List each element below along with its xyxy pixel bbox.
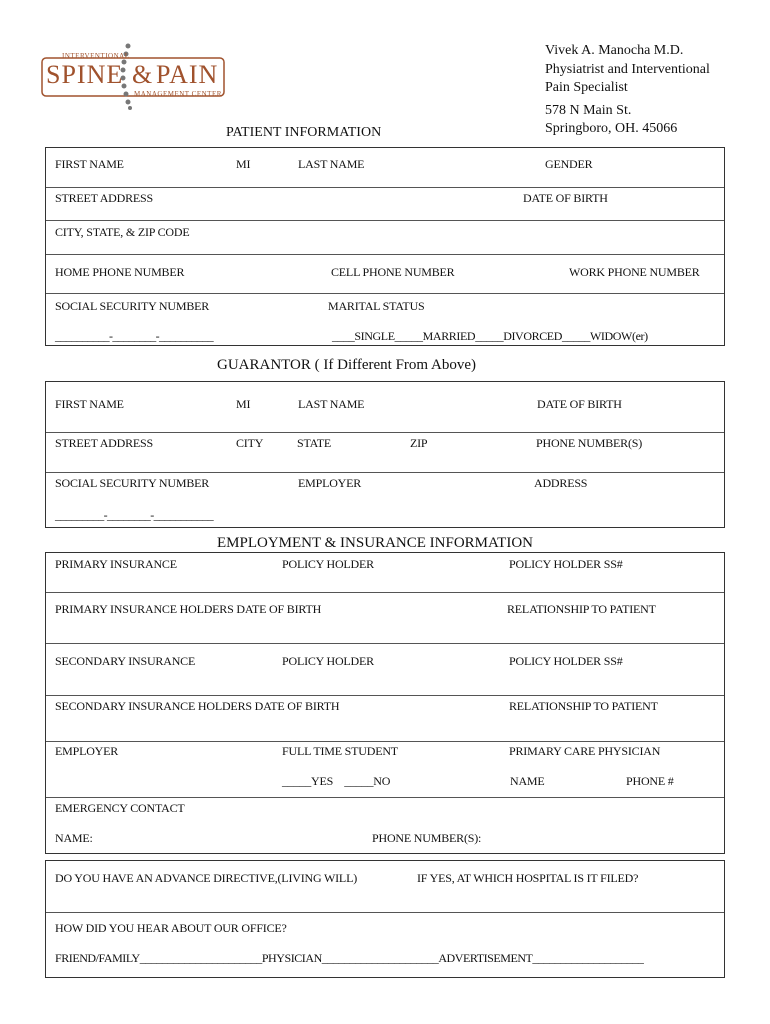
full-time-student-label: FULL TIME STUDENT [282, 744, 398, 758]
insurance-section-title: EMPLOYMENT & INSURANCE INFORMATION [217, 535, 533, 551]
guarantor-first-name-label: FIRST NAME [55, 397, 124, 411]
patient-marital-label: MARITAL STATUS [328, 299, 425, 313]
patient-city-label: CITY, STATE, & ZIP CODE [55, 225, 190, 239]
guarantor-section-title: GUARANTOR ( If Different From Above) [217, 357, 476, 373]
patient-dob-label: DATE OF BIRTH [523, 191, 608, 205]
guarantor-last-name-label: LAST NAME [298, 397, 365, 411]
guarantor-info-box [45, 381, 725, 528]
secondary-insurance-label: SECONDARY INSURANCE [55, 654, 196, 668]
secondary-policy-holder-label: POLICY HOLDER [282, 654, 374, 668]
guarantor-address-label: ADDRESS [534, 476, 588, 490]
advance-directive-label: DO YOU HAVE AN ADVANCE DIRECTIVE,(LIVING WILL) [55, 871, 357, 885]
patient-last-name-label: LAST NAME [298, 157, 365, 171]
primary-holder-dob-label: PRIMARY INSURANCE HOLDERS DATE OF BIRTH [55, 602, 322, 616]
logo-pain-text: PAIN [156, 60, 219, 89]
logo-bottom-text: MANAGEMENT CENTER [134, 90, 222, 98]
pcp-name-label: NAME [510, 774, 545, 788]
pcp-label: PRIMARY CARE PHYSICIAN [509, 744, 661, 758]
logo-amp-text: & [132, 60, 153, 89]
pcp-phone-label: PHONE # [626, 774, 674, 788]
primary-insurance-label: PRIMARY INSURANCE [55, 557, 177, 571]
secondary-holder-ss-label: POLICY HOLDER SS# [509, 654, 623, 668]
guarantor-state-label: STATE [297, 436, 332, 450]
doctor-address-2: Springboro, OH. 45066 [545, 121, 678, 136]
secondary-holder-dob-label: SECONDARY INSURANCE HOLDERS DATE OF BIRTH [55, 699, 340, 713]
guarantor-employer-label: EMPLOYER [298, 476, 362, 490]
patient-mi-label: MI [236, 157, 251, 171]
guarantor-mi-label: MI [236, 397, 251, 411]
doctor-name: Vivek A. Manocha M.D. [545, 43, 684, 58]
primary-policy-holder-label: POLICY HOLDER [282, 557, 374, 571]
doctor-address-1: 578 N Main St. [545, 103, 632, 118]
emergency-phone-label: PHONE NUMBER(S): [372, 831, 482, 845]
logo-top-text: INTERVENTIONAL [62, 52, 130, 60]
patient-home-phone-label: HOME PHONE NUMBER [55, 265, 185, 279]
guarantor-street-label: STREET ADDRESS [55, 436, 153, 450]
patient-ssn-blank[interactable]: __________-________-__________ [55, 329, 213, 343]
referral-sources[interactable]: FRIEND/FAMILY______________________PHYSICIAN_____________________ADVERTISEMENT____________________ [55, 951, 644, 965]
emergency-contact-label: EMERGENCY CONTACT [55, 801, 185, 815]
patient-marital-options[interactable]: ____SINGLE_____MARRIED_____DIVORCED_____WIDOW(er) [332, 329, 648, 343]
patient-work-phone-label: WORK PHONE NUMBER [569, 265, 700, 279]
guarantor-dob-label: DATE OF BIRTH [537, 397, 622, 411]
patient-street-label: STREET ADDRESS [55, 191, 153, 205]
hospital-filed-label: IF YES, AT WHICH HOSPITAL IS IT FILED? [417, 871, 639, 885]
patient-gender-label: GENDER [545, 157, 593, 171]
patient-cell-phone-label: CELL PHONE NUMBER [331, 265, 455, 279]
patient-info-box [45, 147, 725, 346]
secondary-relationship-label: RELATIONSHIP TO PATIENT [509, 699, 658, 713]
guarantor-city-label: CITY [236, 436, 264, 450]
logo-spine-text: SPINE [46, 60, 124, 89]
doctor-title-2: Pain Specialist [545, 80, 628, 95]
primary-relationship-label: RELATIONSHIP TO PATIENT [507, 602, 656, 616]
guarantor-ssn-blank[interactable]: _________-________-___________ [55, 508, 213, 522]
student-yes-no[interactable]: _____YES _____NO [282, 774, 391, 788]
doctor-title-1: Physiatrist and Interventional [545, 62, 710, 77]
patient-ssn-label: SOCIAL SECURITY NUMBER [55, 299, 210, 313]
patient-first-name-label: FIRST NAME [55, 157, 124, 171]
hear-about-label: HOW DID YOU HEAR ABOUT OUR OFFICE? [55, 921, 287, 935]
guarantor-ssn-label: SOCIAL SECURITY NUMBER [55, 476, 210, 490]
guarantor-phone-label: PHONE NUMBER(S) [536, 436, 643, 450]
guarantor-zip-label: ZIP [410, 436, 428, 450]
emergency-name-label: NAME: [55, 831, 93, 845]
practice-logo [40, 42, 230, 110]
employer-label: EMPLOYER [55, 744, 119, 758]
primary-holder-ss-label: POLICY HOLDER SS# [509, 557, 623, 571]
patient-section-title: PATIENT INFORMATION [226, 125, 382, 140]
